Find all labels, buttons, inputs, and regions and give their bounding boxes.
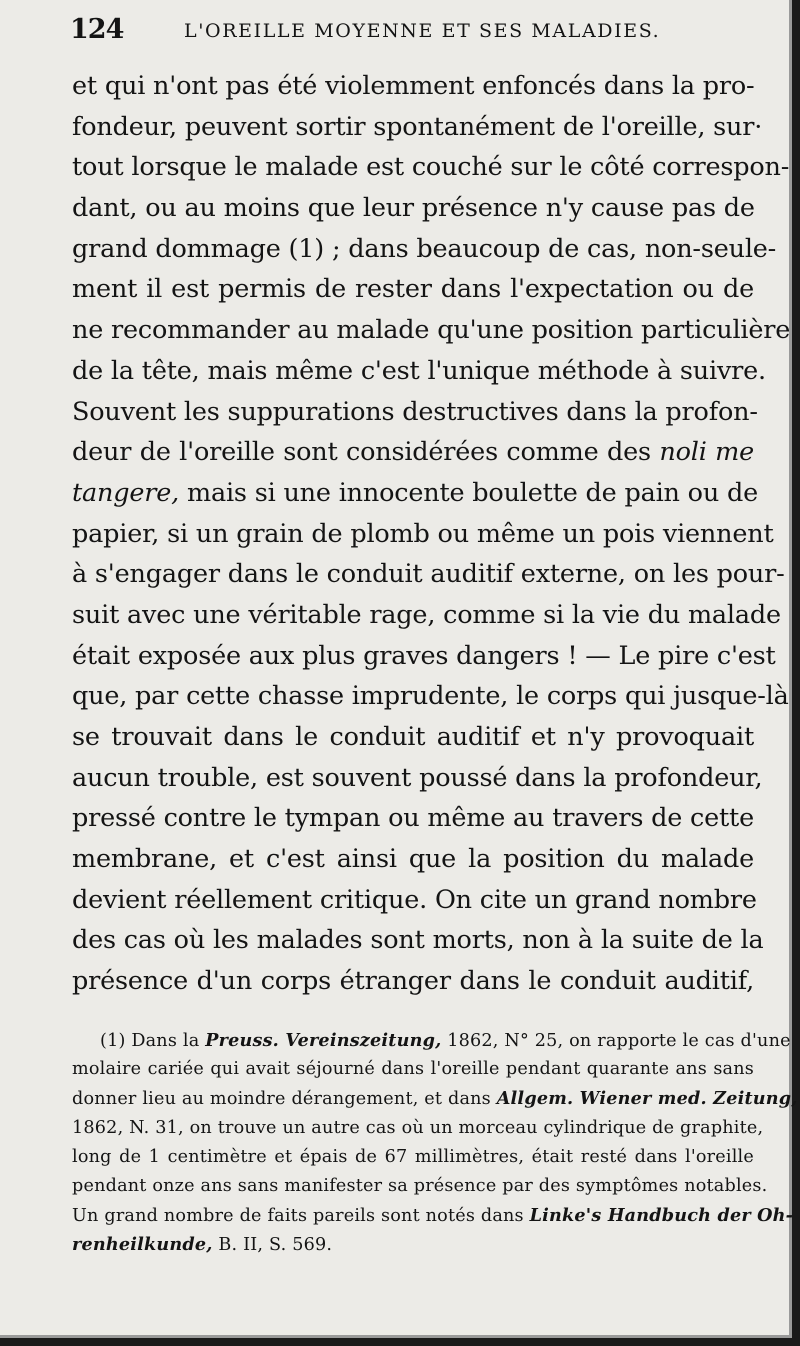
citation-title: renheilkunde, <box>72 1234 213 1256</box>
footnote-line <box>72 1026 791 1055</box>
text-line <box>72 432 754 473</box>
text-line: et qui n'ont pas été violemment enfoncés dans la pro- <box>72 71 755 101</box>
text-line: tout lorsque le malade est couché sur le côté correspon- <box>72 152 790 183</box>
body-text <box>72 66 791 1002</box>
text-line: ne recommander au malade qu'une position particulière <box>72 315 791 346</box>
text-line: aucun trouble, est souvent poussé dans la profondeur, <box>72 762 763 793</box>
footnote-line <box>72 1201 794 1230</box>
citation-title: Preuss. Vereinszeitung, <box>205 1030 442 1051</box>
text-line: Souvent les suppurations destructives dans la profon- <box>72 396 758 427</box>
text-line: suit avec une véritable rage, comme si la vie du malade <box>72 599 781 630</box>
footnote-line <box>72 1230 754 1259</box>
text-line: de la tête, mais même c'est l'unique méthode à suivre. <box>72 355 766 386</box>
text-segment: deur de l'oreille sont considérées comme des <box>72 437 651 468</box>
text-line: ment il est permis de rester dans l'expectation ou de <box>72 274 754 305</box>
text-segment: Un grand nombre de faits pareils sont notés dans <box>72 1206 524 1227</box>
text-line <box>72 473 758 514</box>
text-segment: mais si une innocente boulette de pain ou de <box>186 477 758 508</box>
text-line: papier, si un grain de plomb ou même un pois viennent <box>72 518 774 549</box>
footnote-marker-text: (1) Dans la <box>100 1031 200 1051</box>
footnote-line: long de 1 centimètre et épais de 67 millimètres, était resté dans l'oreille <box>72 1146 754 1167</box>
citation-title: Allgem. Wiener med. Zeitung, <box>496 1088 798 1110</box>
footnote <box>72 1026 798 1260</box>
footnote-line: molaire cariée qui avait séjourné dans l'oreille pendant quarante ans sans <box>72 1059 754 1080</box>
text-line: grand dommage (1) ; dans beaucoup de cas, non-seule- <box>72 233 777 264</box>
italic-phrase: tangere, <box>72 477 180 508</box>
text-line: devient réellement critique. On cite un grand nombre <box>72 884 757 915</box>
text-segment: B. II, S. 569. <box>218 1235 333 1256</box>
text-segment: 1862, N° 25, on rapporte le cas d'une <box>447 1031 791 1051</box>
text-line: que, par cette chasse imprudente, le corps qui jusque-là <box>72 681 789 712</box>
citation-title: Linke's Handbuch der Oh- <box>529 1205 794 1227</box>
footnote-line: pendant onze ans sans manifester sa présence par des symptômes notables. <box>72 1175 768 1196</box>
text-line: se trouvait dans le conduit auditif et n'y provoquait <box>72 722 754 752</box>
running-title: L'OREILLE MOYENNE ET SES MALADIES. <box>184 20 661 42</box>
italic-phrase: noli me <box>659 437 755 468</box>
page-number: 124 <box>70 14 124 45</box>
text-line: dant, ou au moins que leur présence n'y cause pas de <box>72 193 755 224</box>
text-line: fondeur, peuvent sortir spontanément de l'oreille, sur· <box>72 111 763 142</box>
text-line: des cas où les malades sont morts, non à la suite de la <box>72 925 764 956</box>
text-line: présence d'un corps étranger dans le conduit auditif, <box>72 966 754 997</box>
page-header <box>70 14 750 48</box>
text-segment: donner lieu au moindre dérangement, et dans <box>72 1089 491 1110</box>
text-line: pressé contre le tympan ou même au travers de cette <box>72 803 754 834</box>
text-line: à s'engager dans le conduit auditif externe, on les pour- <box>72 559 785 590</box>
text-line: membrane, et c'est ainsi que la position du malade <box>72 844 754 875</box>
footnote-line <box>72 1084 798 1113</box>
text-line: était exposée aux plus graves dangers ! — Le pire c'est <box>72 640 776 671</box>
footnote-line: 1862, N. 31, on trouve un autre cas où un morceau cylindrique de graphite, <box>72 1117 764 1138</box>
